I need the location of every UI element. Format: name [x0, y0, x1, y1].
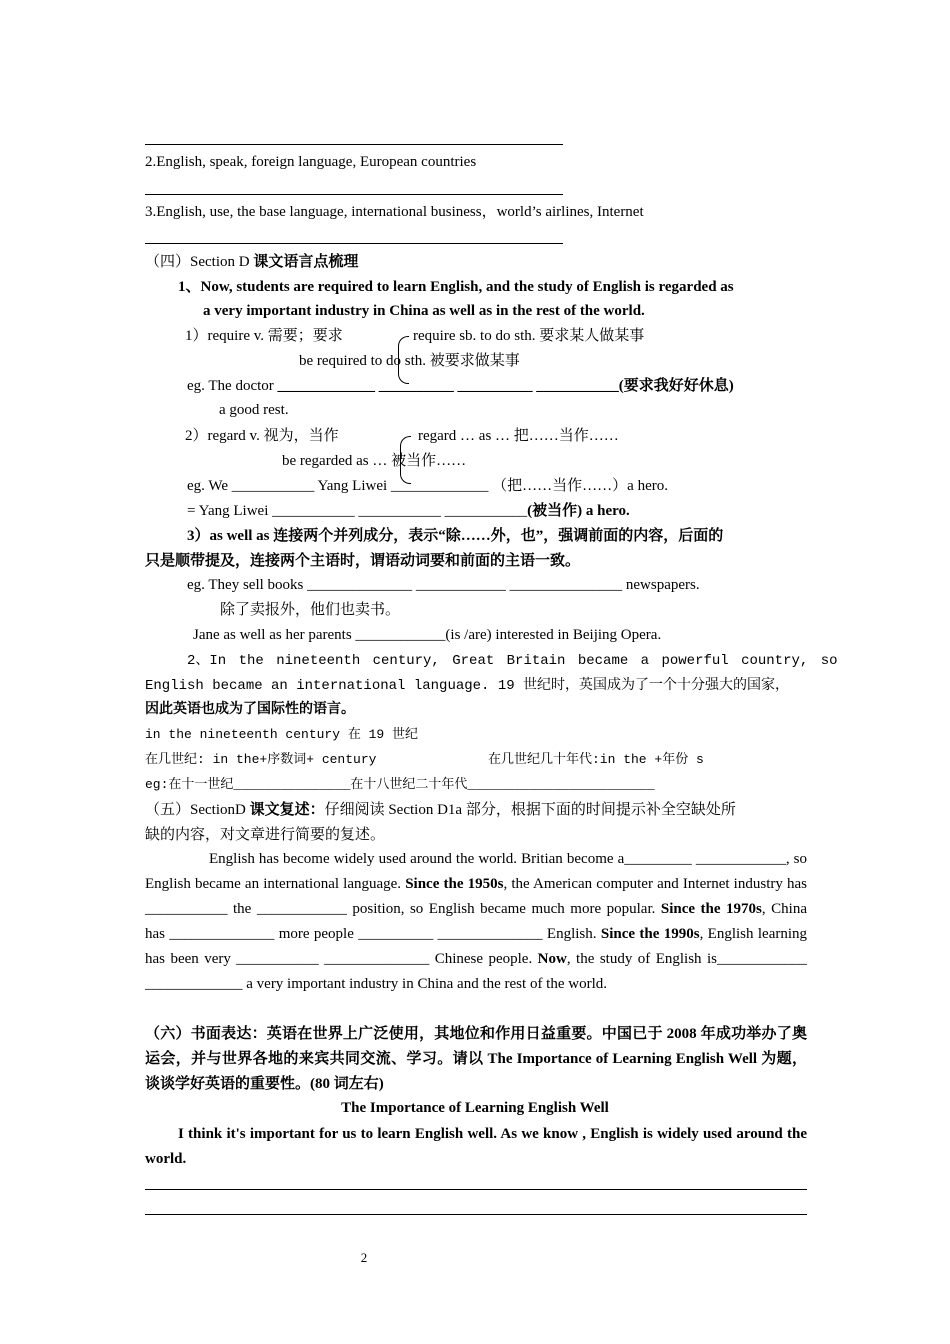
example-2-line1[interactable]: eg. We ___________ Yang Liwei _____________ （把……当作……）a hero. [187, 478, 668, 494]
example-3-line1[interactable]: eg. They sell books ______________ ____________ _______________ newspapers. [187, 577, 700, 593]
page-number: 2 [360, 1250, 368, 1265]
item1-line2: a very important industry in China as well as in the rest of the world. [203, 303, 645, 319]
section4-heading: （四）Section D 课文语言点梳理 [145, 254, 359, 270]
section5-heading: （五）SectionD 课文复述：仔细阅读 Section D1a 部分，根据下面的时间提示补全空缺处所 [145, 802, 736, 818]
writing-instruction: （六）书面表达：英语在世界上广泛使用，其地位和作用日益重要。中国已于 2008 年成功举办了奥运会，并与世界各地的来宾共同交流、学习。请以 The Importance of Learning English Well 为题，谈谈学好英语的重要性。(80 词左右) [145, 1026, 807, 1092]
answer-line-1[interactable] [145, 144, 563, 145]
answer-line-2[interactable] [145, 194, 563, 195]
require-option-2: be required to do sth. 被要求做某事 [299, 353, 520, 369]
writing-line-1[interactable] [145, 1189, 807, 1190]
as-well-as-rule-line1: 3）as well as 连接两个并列成分，表示“除……外，也”，强调前面的内容，后面的 [187, 528, 724, 544]
retelling-paragraph[interactable]: English has become widely used around the world. Britian become a_________ ____________, so English became an international language. Since the 1950s, the American computer and Internet industry has ___________ the ____________ position, so English became much more popular. Since the 1970s, China has ______________ more people __________ ______________ English. Since the 1990s, English learning has been very ___________ ______________ Chinese people. Now, the study of English is____________ _____________ a very important industry in China and the rest of the world. [145, 851, 808, 992]
require-definition: 1）require v. 需要；要求 [185, 328, 343, 344]
essay-title: The Importance of Learning English Well [341, 1100, 609, 1116]
item2-line3: 因此英语也成为了国际性的语言。 [145, 702, 355, 718]
answer-line-3[interactable] [145, 243, 563, 244]
item2-line1: 2、In the nineteenth century, Great Britain became a powerful country, so [187, 653, 838, 669]
require-option-1: require sb. to do sth. 要求某人做某事 [413, 328, 645, 344]
example-3-line2: 除了卖报外，他们也卖书。 [220, 602, 401, 618]
item2-line2: English became an international language. 19 世纪时，英国成为了一个十分强大的国家， [145, 678, 790, 694]
example-1: eg. The doctor _____________ __________ __________ ___________(要求我好好休息) [187, 378, 734, 394]
prompt-2: 2.English, speak, foreign language, European countries [145, 154, 477, 170]
prompt-3: 3.English, use, the base language, international business，world’s airlines, Internet [145, 204, 644, 220]
as-well-as-rule-line2: 只是顺带提及，连接两个主语时，谓语动词要和前面的主语一致。 [145, 553, 581, 569]
example-2-line2[interactable]: = Yang Liwei ___________ ___________ ___________(被当作) a hero. [187, 503, 630, 519]
regard-option-2: be regarded as … 被当作…… [282, 453, 467, 469]
example-1-blanks[interactable]: _____________ __________ __________ ___________ [277, 378, 619, 394]
essay-opening: I think it's important for us to learn English well. As we know , English is widely used around the world. [145, 1126, 807, 1167]
item1-line1: 1、Now, students are required to learn English, and the study of English is regarded as [178, 279, 734, 295]
section5-heading-line2: 缺的内容，对文章进行简要的复述。 [145, 827, 386, 843]
century-example[interactable]: eg:在十一世纪_______________在十八世纪二十年代________________________ [145, 777, 655, 792]
example-1-continuation: a good rest. [219, 402, 289, 418]
example-4[interactable]: Jane as well as her parents ____________(is /are) interested in Beijing Opera. [193, 627, 662, 643]
century-rule-a: 在几世纪: in the+序数词+ century [145, 752, 377, 767]
century-rule-b: 在几世纪几十年代:in the +年份 s [488, 752, 704, 767]
writing-line-2[interactable] [145, 1214, 807, 1215]
regard-option-1: regard … as … 把……当作…… [418, 428, 619, 444]
century-note: in the nineteenth century 在 19 世纪 [145, 727, 419, 742]
regard-definition: 2）regard v. 视为，当作 [185, 428, 339, 444]
